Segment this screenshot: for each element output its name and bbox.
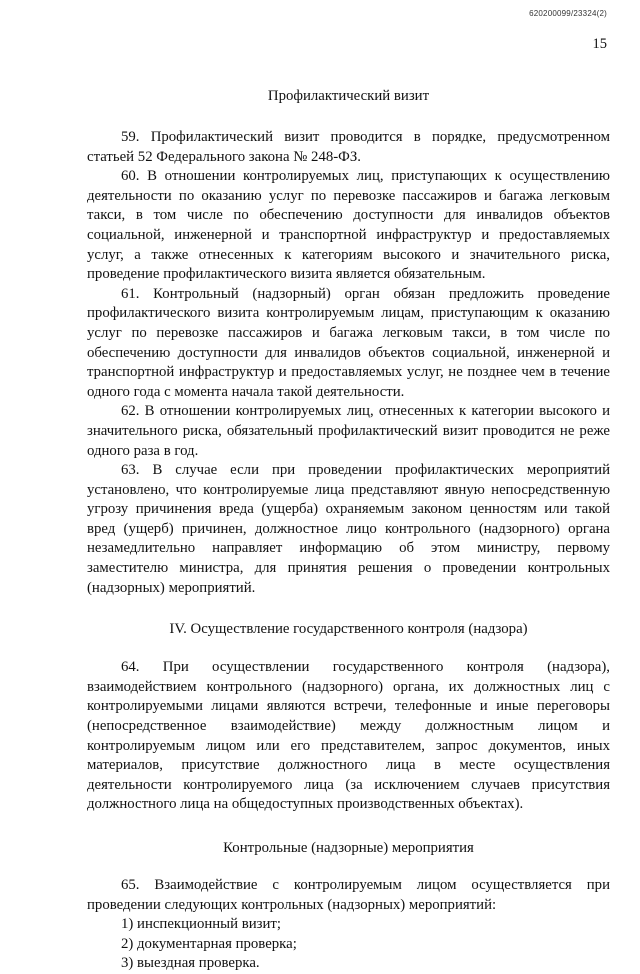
paragraph-61: 61. Контрольный (надзорный) орган обязан предложить проведение профилактического визита контролируемым лицам, приступающим к оказанию услуг по перевозке пассажиров и багажа легковым такси, в том числе по обеспечению доступности для инвалидов объектов социальной, инженерной и транспортной инфраструктур и предоставляемых услуг, не позднее чем в течение одного года с момента начала такой деятельности. xyxy=(87,285,610,400)
chapter-heading-iv: IV. Осуществление государственного контроля (надзора) xyxy=(169,621,528,638)
paragraph-60: 60. В отношении контролируемых лиц, приступающих к осуществлению деятельности по оказанию услуг по перевозке пассажиров и багажа легковым такси, в том числе по обеспечению доступности для инвалидов объектов социальной, инженерной и транспортной инфраструктур и предоставляемых услуг, а также отнесенных к категориям высокого и значительного риска, проведение профилактического визита является обязательным. xyxy=(87,168,610,283)
list-item-1: 1) инспекционный визит; xyxy=(121,916,281,933)
paragraph-59: 59. Профилактический визит проводится в порядке, предусмотренном статьей 52 Федерального закона № 248-ФЗ. xyxy=(87,129,610,165)
document-code: 620200099/23324(2) xyxy=(529,9,607,18)
paragraph-63: 63. В случае если при проведении профилактических мероприятий установлено, что контролируемые лица представляют явную непосредственную угрозу причинения вреда (ущерба) охраняемым законом ценностям или такой вред (ущерб) причинен, должностное лицо контрольного (надзорного) органа незамедлительно направляет информацию об этом министру, первому заместителю министра, для принятия решения о проведении контрольных (надзорных) мероприятий. xyxy=(87,462,610,596)
list-item-3: 3) выездная проверка. xyxy=(121,955,260,972)
section-heading-preventive-visit: Профилактический визит xyxy=(267,88,430,104)
section-heading-control-events: Контрольные (надзорные) мероприятия xyxy=(223,840,474,856)
document-body xyxy=(87,85,610,974)
paragraph-65: 65. Взаимодействие с контролируемым лицом осуществляется при проведении следующих контрольных (надзорных) мероприятий: xyxy=(87,877,610,913)
list-item-2: 2) документарная проверка; xyxy=(121,935,297,952)
paragraph-64: 64. При осуществлении государственного контроля (надзора), взаимодействием контрольного (надзорного) органа, их должностных лиц с контролируемыми лицами являются встречи, телефонные и иные переговоры (непосредственное взаимодействие) между должностным лицом и контролируемым лицом или его представителем, запрос документов, иных материалов, присутствие должностного лица в месте осуществления деятельности контролируемого лица (за исключением случаев присутствия должностного лица на общедоступных производственных объектах). xyxy=(87,659,610,813)
page-number: 15 xyxy=(592,36,607,52)
paragraph-62: 62. В отношении контролируемых лиц, отнесенных к категории высокого и значительного риска, обязательный профилактический визит проводится не реже одного раза в год. xyxy=(87,403,610,459)
